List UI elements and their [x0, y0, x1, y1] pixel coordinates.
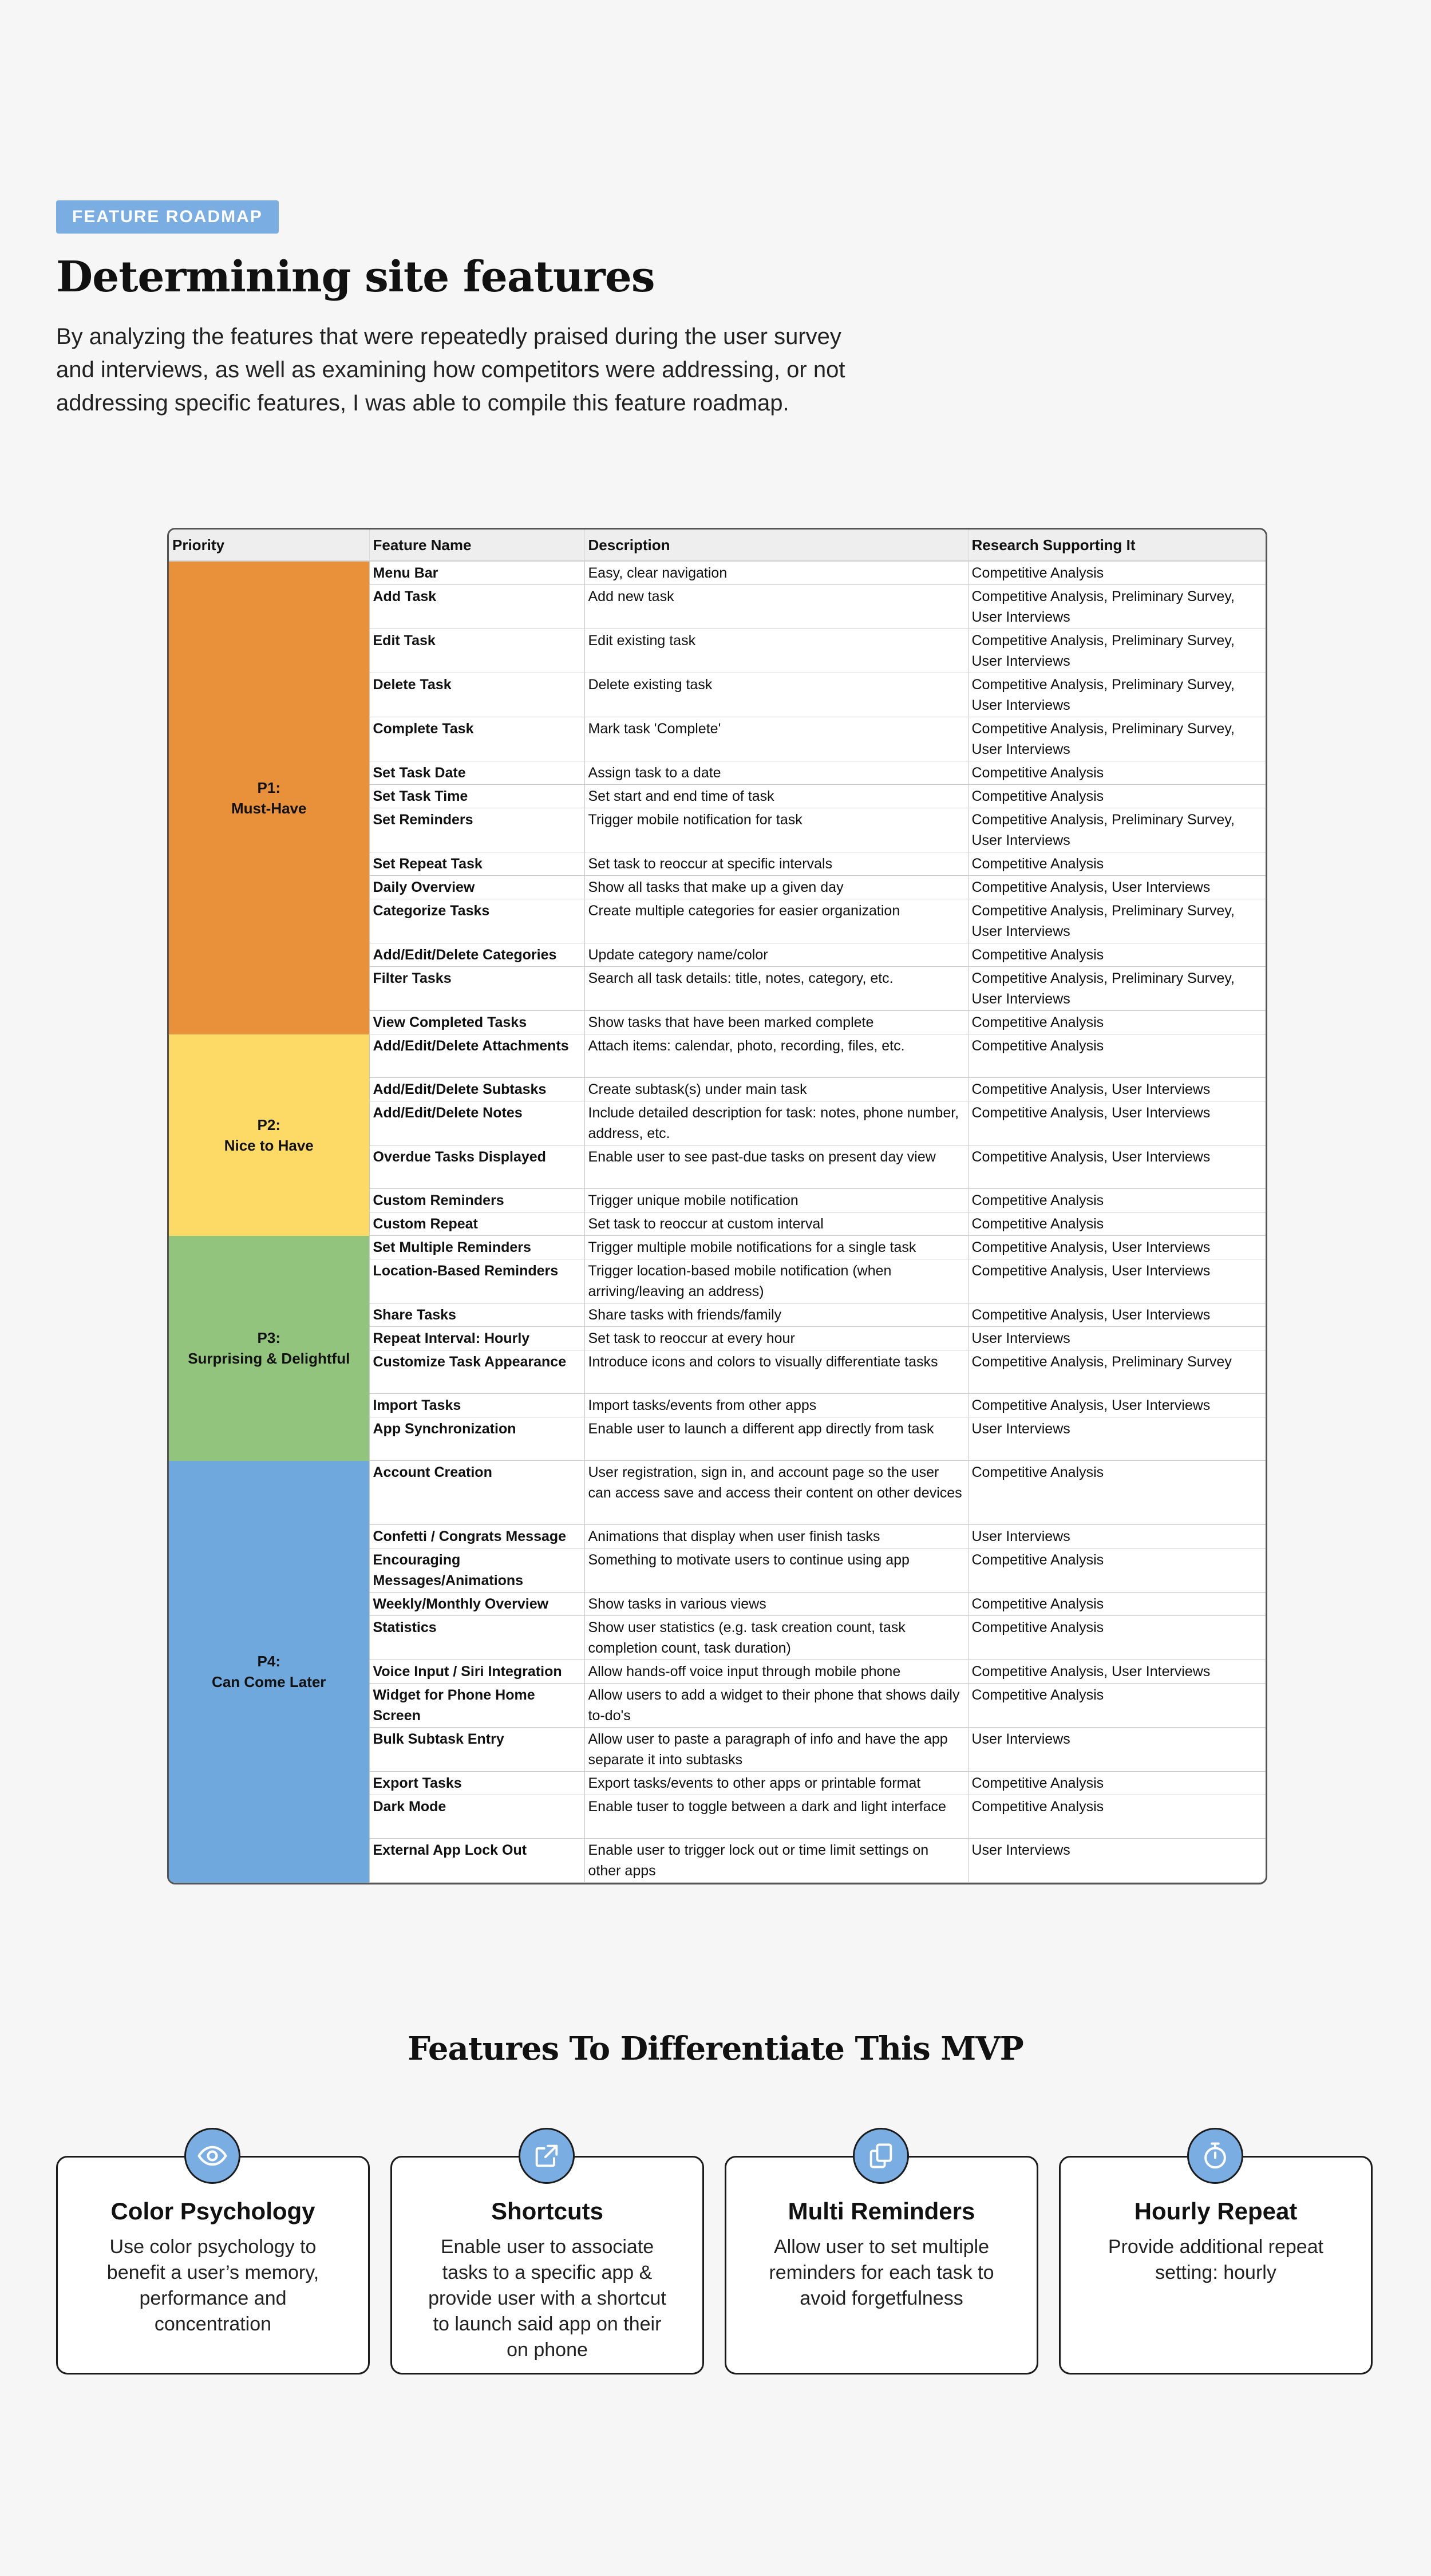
header-priority: Priority [169, 530, 369, 561]
feature-name-cell: Add Task [369, 585, 584, 629]
description-cell: Set start and end time of task [584, 785, 968, 808]
feature-roadmap-table [167, 528, 1267, 1884]
research-cell: Competitive Analysis, User Interviews [968, 1101, 1266, 1145]
description-cell: Search all task details: title, notes, category, etc. [584, 967, 968, 1011]
feature-name-cell: Daily Overview [369, 876, 584, 899]
research-cell: User Interviews [968, 1525, 1266, 1548]
priority-code: P1: [257, 779, 280, 796]
priority-cell [169, 1236, 369, 1461]
research-cell: Competitive Analysis [968, 943, 1266, 967]
description-cell: Enable user to trigger lock out or time limit settings on other apps [584, 1839, 968, 1883]
table-body [169, 561, 1266, 1883]
external-link-icon [519, 2128, 575, 2184]
priority-label: Surprising & Delightful [188, 1350, 350, 1367]
description-cell: User registration, sign in, and account page so the user can access save and access their content on other devices [584, 1461, 968, 1525]
research-cell: Competitive Analysis, User Interviews [968, 1394, 1266, 1417]
research-cell: User Interviews [968, 1417, 1266, 1461]
feature-name-cell: Voice Input / Siri Integration [369, 1660, 584, 1684]
card-text: Enable user to associate tasks to a specific app & provide user with a shortcut to launch said app on their on phone [428, 2236, 666, 2361]
card-multi-reminders [725, 2156, 1038, 2374]
priority-code: P4: [257, 1653, 280, 1670]
page-title: Determining site features [56, 252, 655, 302]
feature-name-cell: Encouraging Messages/Animations [369, 1548, 584, 1593]
card-text: Use color psychology to benefit a user’s memory, performance and concentration [106, 2236, 319, 2335]
card-title: Hourly Repeat [1134, 2198, 1298, 2225]
research-cell: Competitive Analysis [968, 561, 1266, 585]
research-cell: Competitive Analysis [968, 1616, 1266, 1660]
description-cell: Something to motivate users to continue using app [584, 1548, 968, 1593]
description-cell: Attach items: calendar, photo, recording, files, etc. [584, 1034, 968, 1078]
description-cell: Create subtask(s) under main task [584, 1078, 968, 1101]
description-cell: Add new task [584, 585, 968, 629]
feature-name-cell: Confetti / Congrats Message [369, 1525, 584, 1548]
feature-name-cell: Menu Bar [369, 561, 584, 585]
card-title: Color Psychology [110, 2198, 315, 2225]
research-cell: Competitive Analysis, User Interviews [968, 1236, 1266, 1259]
research-cell: Competitive Analysis [968, 1189, 1266, 1212]
card-text: Allow user to set multiple reminders for each task to avoid forgetfulness [769, 2236, 994, 2309]
research-cell: Competitive Analysis [968, 1212, 1266, 1236]
priority-label: Can Come Later [212, 1673, 326, 1690]
differentiators-title: Features To Differentiate This MVP [408, 2030, 1023, 2068]
feature-name-cell: Complete Task [369, 717, 584, 761]
feature-name-cell: Set Task Time [369, 785, 584, 808]
description-cell: Set task to reoccur at custom interval [584, 1212, 968, 1236]
feature-name-cell: Filter Tasks [369, 967, 584, 1011]
description-cell: Include detailed description for task: notes, phone number, address, etc. [584, 1101, 968, 1145]
feature-name-cell: Set Task Date [369, 761, 584, 785]
research-cell: Competitive Analysis [968, 761, 1266, 785]
table-row [169, 1236, 1266, 1259]
description-cell: Allow user to paste a paragraph of info and have the app separate it into subtasks [584, 1728, 968, 1772]
description-cell: Create multiple categories for easier organization [584, 899, 968, 943]
description-cell: Trigger multiple mobile notifications for a single task [584, 1236, 968, 1259]
feature-name-cell: Dark Mode [369, 1795, 584, 1839]
feature-name-cell: Set Multiple Reminders [369, 1236, 584, 1259]
table-row [169, 561, 1266, 585]
feature-name-cell: Export Tasks [369, 1772, 584, 1795]
feature-name-cell: Overdue Tasks Displayed [369, 1145, 584, 1189]
description-cell: Introduce icons and colors to visually differentiate tasks [584, 1350, 968, 1394]
description-cell: Assign task to a date [584, 761, 968, 785]
research-cell: Competitive Analysis, Preliminary Survey, User Interviews [968, 899, 1266, 943]
research-cell: Competitive Analysis [968, 1684, 1266, 1728]
priority-cell [169, 1034, 369, 1236]
description-cell: Update category name/color [584, 943, 968, 967]
feature-name-cell: Edit Task [369, 629, 584, 673]
description-cell: Edit existing task [584, 629, 968, 673]
description-cell: Enable tuser to toggle between a dark and light interface [584, 1795, 968, 1839]
research-cell: Competitive Analysis [968, 1593, 1266, 1616]
feature-name-cell: Weekly/Monthly Overview [369, 1593, 584, 1616]
description-cell: Easy, clear navigation [584, 561, 968, 585]
research-cell: Competitive Analysis [968, 1772, 1266, 1795]
description-cell: Enable user to launch a different app directly from task [584, 1417, 968, 1461]
research-cell: Competitive Analysis, Preliminary Survey, User Interviews [968, 673, 1266, 717]
feature-name-cell: Add/Edit/Delete Subtasks [369, 1078, 584, 1101]
research-cell: Competitive Analysis, User Interviews [968, 876, 1266, 899]
description-cell: Show tasks that have been marked complete [584, 1011, 968, 1034]
research-cell: User Interviews [968, 1728, 1266, 1772]
research-cell: Competitive Analysis [968, 1011, 1266, 1034]
header-research: Research Supporting It [968, 530, 1266, 561]
card-title: Multi Reminders [788, 2198, 975, 2225]
card-hourly-repeat [1059, 2156, 1373, 2374]
table-header-row [169, 530, 1266, 561]
priority-label: Nice to Have [224, 1136, 314, 1154]
feature-name-cell: Add/Edit/Delete Notes [369, 1101, 584, 1145]
eye-icon [184, 2128, 240, 2184]
research-cell: Competitive Analysis [968, 785, 1266, 808]
description-cell: Trigger mobile notification for task [584, 808, 968, 852]
description-cell: Trigger unique mobile notification [584, 1189, 968, 1212]
feature-name-cell: Widget for Phone Home Screen [369, 1684, 584, 1728]
intro-paragraph: By analyzing the features that were repeatedly praised during the user survey and interviews, as well as examining how competitors were addressing, or not addressing specific features, I was able to compile this feature roadmap. [56, 324, 845, 416]
research-cell: Competitive Analysis, Preliminary Survey, User Interviews [968, 967, 1266, 1011]
priority-code: P2: [257, 1116, 280, 1133]
header-description: Description [584, 530, 968, 561]
table-row [169, 1461, 1266, 1525]
stopwatch-icon [1187, 2128, 1243, 2184]
feature-name-cell: Custom Reminders [369, 1189, 584, 1212]
research-cell: Competitive Analysis, Preliminary Survey, User Interviews [968, 717, 1266, 761]
header-feature-name: Feature Name [369, 530, 584, 561]
description-cell: Enable user to see past-due tasks on present day view [584, 1145, 968, 1189]
description-cell: Allow hands-off voice input through mobile phone [584, 1660, 968, 1684]
description-cell: Show all tasks that make up a given day [584, 876, 968, 899]
intro-section [56, 200, 880, 420]
research-cell: Competitive Analysis [968, 1034, 1266, 1078]
section-badge: FEATURE ROADMAP [56, 200, 279, 234]
table-row [169, 1034, 1266, 1078]
research-cell: Competitive Analysis [968, 1548, 1266, 1593]
description-cell: Allow users to add a widget to their phone that shows daily to-do's [584, 1684, 968, 1728]
description-cell: Trigger location-based mobile notification (when arriving/leaving an address) [584, 1259, 968, 1303]
feature-name-cell: App Synchronization [369, 1417, 584, 1461]
feature-name-cell: Add/Edit/Delete Attachments [369, 1034, 584, 1078]
feature-name-cell: View Completed Tasks [369, 1011, 584, 1034]
feature-name-cell: Location-Based Reminders [369, 1259, 584, 1303]
description-cell: Share tasks with friends/family [584, 1303, 968, 1327]
priority-cell [169, 561, 369, 1034]
feature-name-cell: Bulk Subtask Entry [369, 1728, 584, 1772]
feature-name-cell: Statistics [369, 1616, 584, 1660]
description-cell: Set task to reoccur at specific intervals [584, 852, 968, 876]
priority-code: P3: [257, 1329, 280, 1346]
research-cell: Competitive Analysis, User Interviews [968, 1259, 1266, 1303]
card-title: Shortcuts [491, 2198, 603, 2225]
feature-name-cell: Share Tasks [369, 1303, 584, 1327]
description-cell: Show user statistics (e.g. task creation count, task completion count, task duration) [584, 1616, 968, 1660]
description-cell: Export tasks/events to other apps or printable format [584, 1772, 968, 1795]
description-cell: Set task to reoccur at every hour [584, 1327, 968, 1350]
description-cell: Animations that display when user finish tasks [584, 1525, 968, 1548]
research-cell: Competitive Analysis, User Interviews [968, 1078, 1266, 1101]
research-cell: Competitive Analysis [968, 1461, 1266, 1525]
copy-icon [853, 2128, 909, 2184]
research-cell: Competitive Analysis, User Interviews [968, 1145, 1266, 1189]
feature-name-cell: Set Repeat Task [369, 852, 584, 876]
feature-name-cell: Set Reminders [369, 808, 584, 852]
description-cell: Mark task 'Complete' [584, 717, 968, 761]
description-cell: Show tasks in various views [584, 1593, 968, 1616]
card-text: Provide additional repeat setting: hourly [1108, 2236, 1324, 2283]
priority-cell [169, 1461, 369, 1883]
research-cell: Competitive Analysis, Preliminary Survey, User Interviews [968, 585, 1266, 629]
description-cell: Delete existing task [584, 673, 968, 717]
card-color-psychology [56, 2156, 370, 2374]
card-shortcuts [390, 2156, 704, 2374]
feature-name-cell: Account Creation [369, 1461, 584, 1525]
research-cell: Competitive Analysis, Preliminary Survey, User Interviews [968, 808, 1266, 852]
description-cell: Import tasks/events from other apps [584, 1394, 968, 1417]
research-cell: Competitive Analysis [968, 852, 1266, 876]
research-cell: Competitive Analysis [968, 1795, 1266, 1839]
feature-name-cell: Add/Edit/Delete Categories [369, 943, 584, 967]
research-cell: User Interviews [968, 1839, 1266, 1883]
research-cell: User Interviews [968, 1327, 1266, 1350]
research-cell: Competitive Analysis, User Interviews [968, 1660, 1266, 1684]
priority-label: Must-Have [231, 799, 307, 817]
feature-name-cell: External App Lock Out [369, 1839, 584, 1883]
feature-name-cell: Delete Task [369, 673, 584, 717]
research-cell: Competitive Analysis, Preliminary Survey, User Interviews [968, 629, 1266, 673]
research-cell: Competitive Analysis, Preliminary Survey [968, 1350, 1266, 1394]
feature-name-cell: Import Tasks [369, 1394, 584, 1417]
feature-name-cell: Repeat Interval: Hourly [369, 1327, 584, 1350]
feature-name-cell: Categorize Tasks [369, 899, 584, 943]
feature-name-cell: Customize Task Appearance [369, 1350, 584, 1394]
feature-name-cell: Custom Repeat [369, 1212, 584, 1236]
research-cell: Competitive Analysis, User Interviews [968, 1303, 1266, 1327]
